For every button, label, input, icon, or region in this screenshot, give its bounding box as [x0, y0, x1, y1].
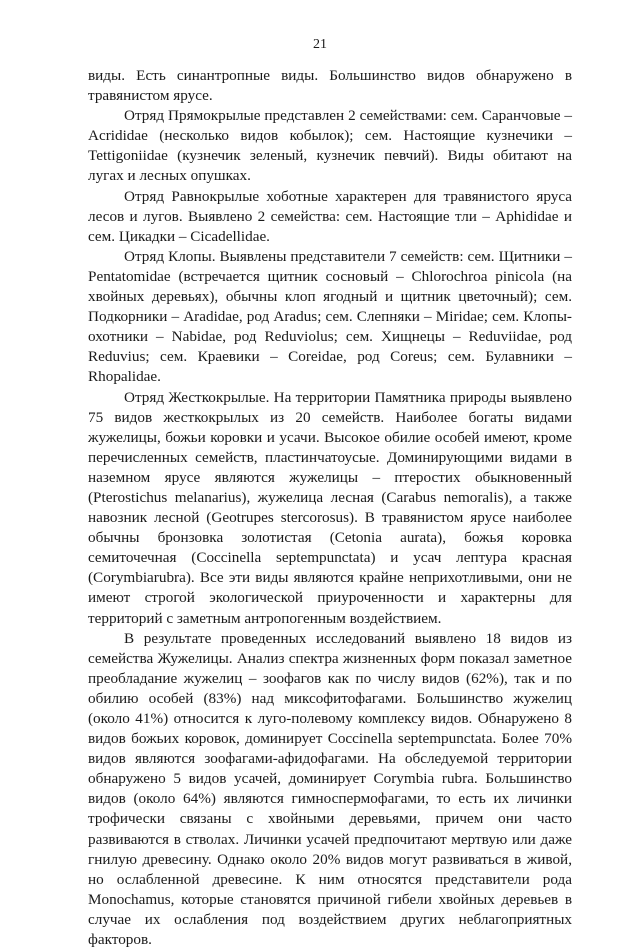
- paragraph-orthoptera: Отряд Прямокрылые представлен 2 семействами: сем. Саранчовые – Acrididae (несколько видов кобылок); сем. Настоящие кузнечики – Tettigoniidae (кузнечик зеленый, кузнечик певчий). Виды обитают на лугах и лесных опушках.: [88, 107, 572, 185]
- paragraph-hemiptera: Отряд Клопы. Выявлены представители 7 семейств: сем. Щитники – Pentatomidae (встречается щитник сосновый – Chlorochroa pinicola (на хвойных деревьях), обычны клоп ягодный и щитник цветочный); сем. Подкорники – Aradidae, род Aradus; сем. Слепняки – Miridae; сем. Клопы-охотники – Nabidae, род Reduviolus; сем. Хищнецы – Reduviidae, род Reduvius; сем. Краевики – Coreidae, род Coreus; сем. Булавники – Rhopalidae.: [88, 247, 572, 386]
- paragraph-coleoptera: Отряд Жесткокрылые. На территории Памятника природы выявлено 75 видов жесткокрылых из 20 семейств. Наиболее богаты видами жужелицы, божьи коровки и усачи. Высокое обилие особей имеют, кроме перечисленных семейств, пластинчатоусые. Доминирующими видами в наземном ярусе являются жужелицы – птеростих обыкновенный (Pterostichus melanarius), жужелица лесная (Carabus nemoralis), а также навозник лесной (Geotrupes stercorosus). В травянистом ярусе наиболее обычны бронзовка золотистая (Cetonia aurata), божья коровка семиточечная (Coccinella septempunctata) и усач лептура красная (Corymbiarubra). Все эти виды являются крайне неприхотливыми, они не имеют строгой экологической приуроченности и характерны для территорий с заметным антропогенным воздействием.: [88, 388, 572, 627]
- paragraph-homoptera: Отряд Равнокрылые хоботные характерен для травянистого яруса лесов и лугов. Выявлено 2 семейства: сем. Настоящие тли – Aphididae и сем. Цикадки – Cicadellidae.: [88, 187, 572, 245]
- text-body: [88, 66, 572, 950]
- page-number: 21: [313, 37, 327, 52]
- paragraph-research-results: В результате проведенных исследований выявлено 18 видов из семейства Жужелицы. Анализ спектра жизненных форм показал заметное преобладание жужелиц – зоофагов как по числу видов (62%), так и по обилию особей (83%) над миксофитофагами. Большинство жужелиц (около 41%) относится к луго-полевому комплексу видов. Обнаружено 8 видов божьих коровок, доминирует Coccinella septempunctata. Более 70% видов являются зоофагами-афидофагами. На обследуемой территории обнаружено 5 видов усачей, доминирует Corymbia rubra. Большинство видов (около 64%) являются гимноспермофагами, то есть их личинки трофически связаны с хвойными деревьями, причем они часто развиваются в стволах. Личинки усачей предпочитают мертвую или даже гнилую древесину. Однако около 20% видов могут развиваться в живой, но ослабленной древесине. К ним относятся представители рода Monochamus, которые становятся причиной гибели хвойных деревьев в случае их ослабления под воздействием других неблагоприятных факторов.: [88, 629, 572, 949]
- paragraph-continuation: виды. Есть синантропные виды. Большинство видов обнаружено в травянистом ярусе.: [88, 67, 572, 105]
